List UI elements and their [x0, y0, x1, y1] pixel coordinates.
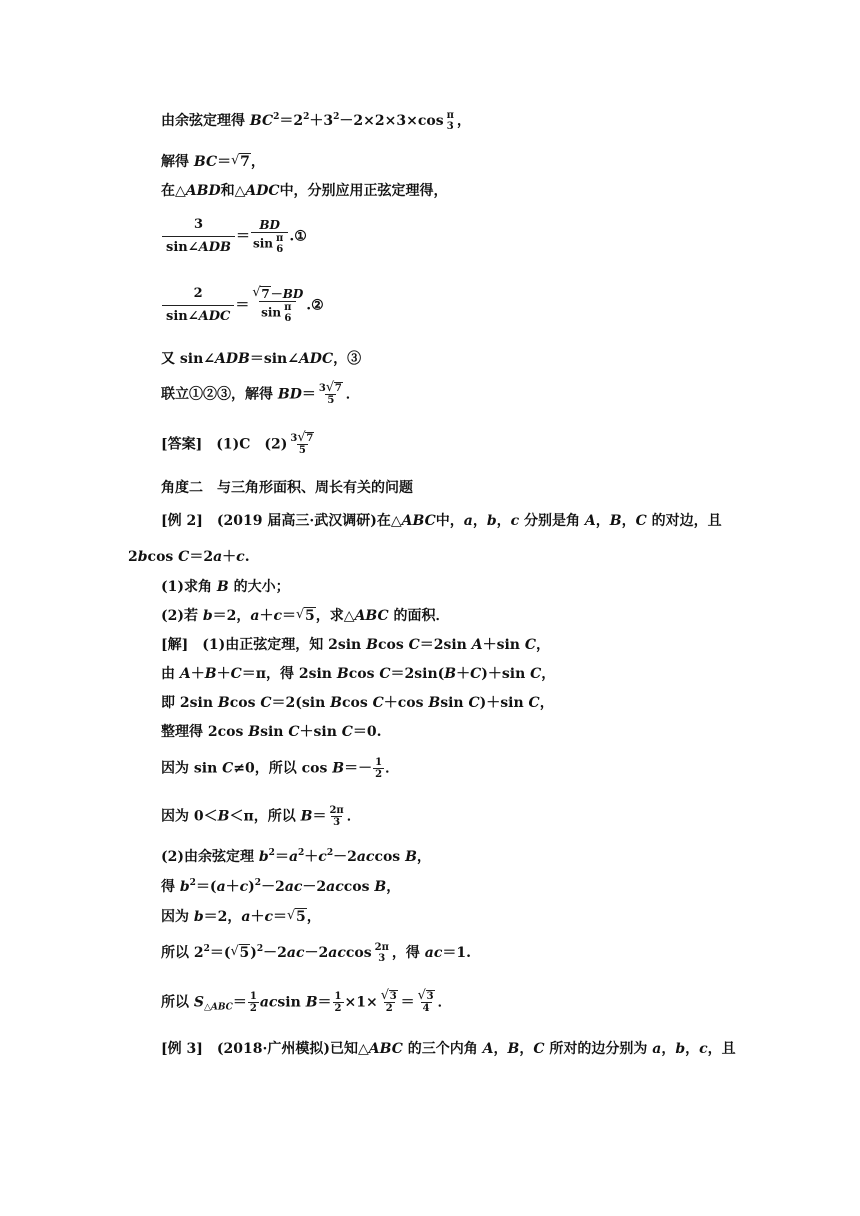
- text: 所以: [161, 994, 194, 1011]
- text: ，③: [333, 351, 362, 367]
- text: (2)若: [161, 608, 203, 624]
- fraction: $\frac{1}{2}$: [375, 757, 383, 780]
- text: (2)由余弦定理: [161, 849, 259, 865]
- text: 分别是角: [524, 513, 585, 529]
- text-line: 解得 BC＝√ 7，: [161, 153, 265, 171]
- text: 在△: [161, 183, 186, 199]
- text: 和△: [220, 183, 246, 199]
- text-line: (2)由余弦定理 $b^2=a^2+c^2-2accos$ B，: [161, 848, 431, 865]
- text: 且: [721, 1041, 736, 1057]
- text: 因为: [161, 909, 194, 925]
- section-heading: [161, 479, 413, 497]
- text-line: 所以 $S_{\triangle ABC}=$ $\frac{1}{2}$ acsin B＝ $\frac{1}{2}$ ×1× √ $\frac{3}{2}$ ＝ √ $\frac{3}{4}$ ．: [161, 991, 452, 1014]
- text: (1)C (2): [216, 436, 288, 453]
- fraction: √ $\frac{3}{4}$: [416, 991, 437, 1014]
- text-line: [解] (1)由正弦定理，知 2sin Bcos C＝2sin A＋sin C，: [161, 637, 551, 653]
- fraction: $\frac{3}{\text{sin∠ADB}}$: [162, 214, 235, 259]
- text-line: 即 2sin Bcos C＝2(sin Bcos C＋cos Bsin C)＋sin C，: [161, 695, 554, 711]
- text: 因为 sin: [161, 760, 223, 777]
- text: ＝sin∠: [249, 351, 299, 367]
- text: (1)由正弦定理，知 2sin: [202, 637, 367, 653]
- text: 由余弦定理得: [161, 113, 250, 129]
- fraction: $\frac{1}{2}$: [249, 991, 257, 1014]
- solution-label: [解]: [161, 637, 189, 653]
- text-line: 因为 b＝2，a＋c＝√ 5，: [161, 908, 321, 926]
- answer-line: [161, 433, 317, 456]
- text-line: 整理得 2cos Bsin C＋sin C＝0.: [161, 724, 382, 740]
- fraction: $\frac{2\pi}{3}$: [329, 805, 344, 828]
- text: 即 2sin: [161, 695, 218, 711]
- text: (1)求角: [161, 579, 217, 595]
- text: 中，: [435, 513, 464, 529]
- fraction: √ 7－BD sin π 6: [250, 287, 305, 324]
- text: 所以 2: [161, 945, 204, 961]
- text: 已知△: [329, 1041, 369, 1057]
- text: 得: [161, 879, 180, 895]
- text-line: 在△ABD和△ADC中，分别应用正弦定理得，: [161, 183, 448, 199]
- text-line: 由余弦定理得 $BC^2=2^2+3^2-2\times 2\times 3\times\cos$ π 3 ，: [161, 110, 471, 132]
- text: 在△: [376, 513, 402, 529]
- text-line: (2)若 b＝2，a＋c＝√ 5，求△ABC 的面积．: [161, 607, 450, 625]
- text: 角度二 与三角形面积、周长有关的问题: [161, 480, 413, 496]
- text: 中，分别应用正弦定理得，: [279, 183, 448, 199]
- example-label: [例 2]: [161, 513, 203, 529]
- equation-line: $\frac{3}{\text{sin∠ADB}}$ ＝ BD sin π 6 .①: [161, 214, 307, 259]
- text: 的面积．: [388, 608, 450, 624]
- example-label: [例 3]: [161, 1041, 203, 1057]
- text-line: 由 A＋B＋C＝π，得 2sin Bcos C＝2sin(B＋C)＋sin C，: [161, 666, 556, 682]
- text: 联立①②③，解得: [161, 386, 278, 403]
- text: ，求△: [315, 608, 355, 624]
- text: 因为 0＜: [161, 808, 218, 825]
- text-line: 因为 0＜B＜π，所以 B＝ $\frac{2\pi}{3}$ ．: [161, 805, 361, 828]
- fraction: $\frac{1}{2}$: [334, 991, 342, 1014]
- text: 的三个内角: [402, 1041, 483, 1057]
- text: 由: [161, 666, 180, 682]
- text: 又 sin∠: [161, 351, 215, 367]
- text: 的大小；: [228, 579, 290, 595]
- text: .②: [306, 297, 324, 314]
- example-line: [例 3] (2018·广州模拟)已知△ABC 的三个内角 A，B，C 所对的边分别为 a，b，c，且: [161, 1041, 736, 1057]
- text-line: 所以 $2^2=(√$ 5)$^2$－2ac－2accos 2π 3 ，得 ac＝1.: [161, 942, 471, 964]
- text: 解得: [161, 154, 194, 170]
- fraction: BD sin π 6: [251, 218, 288, 255]
- text-line: 联立①②③，解得 BD＝ $\frac{3√ 7}{5}$ ．: [161, 383, 360, 406]
- text: 的对边，且: [646, 513, 722, 529]
- fraction: 2π 3: [374, 942, 389, 964]
- text-line: 得 $b^2=(a+c)^2-2ac-2accos$ B，: [161, 878, 401, 895]
- text: 所对的边分别为: [544, 1041, 653, 1057]
- text: 2: [128, 549, 138, 565]
- fraction: $\frac{3√ 7}{5}$: [317, 383, 345, 406]
- fraction: $\frac{3√ 7}{5}$: [288, 433, 316, 456]
- text-line: 2bcos C＝2a＋c.: [128, 549, 250, 565]
- fraction: √ $\frac{3}{2}$: [379, 991, 400, 1014]
- equation-line: $\frac{2}{\text{sin∠ADC}}$ ＝ √ 7－BD sin π 6 .②: [161, 283, 324, 328]
- text: 整理得 2cos: [161, 724, 249, 740]
- example-line: [例 2] (2019 届高三·武汉调研)在△ABC中，a，b，c 分别是角 A，B，C 的对边，且: [161, 513, 722, 529]
- source: (2019 届高三·武汉调研): [216, 513, 377, 529]
- answer-label: [答案]: [161, 436, 203, 453]
- text-line: 因为 sin C≠0，所以 cos B＝－ $\frac{1}{2}$ ．: [161, 757, 400, 780]
- text-line: (1)求角 B 的大小；: [161, 579, 290, 595]
- text-line: 又 sin∠ADB＝sin∠ADC，③: [161, 351, 362, 367]
- fraction: π 3: [446, 110, 454, 132]
- fraction: $\frac{2}{\text{sin∠ADC}}$: [162, 283, 234, 328]
- text: .①: [289, 228, 307, 245]
- source: (2018·广州模拟): [216, 1041, 330, 1057]
